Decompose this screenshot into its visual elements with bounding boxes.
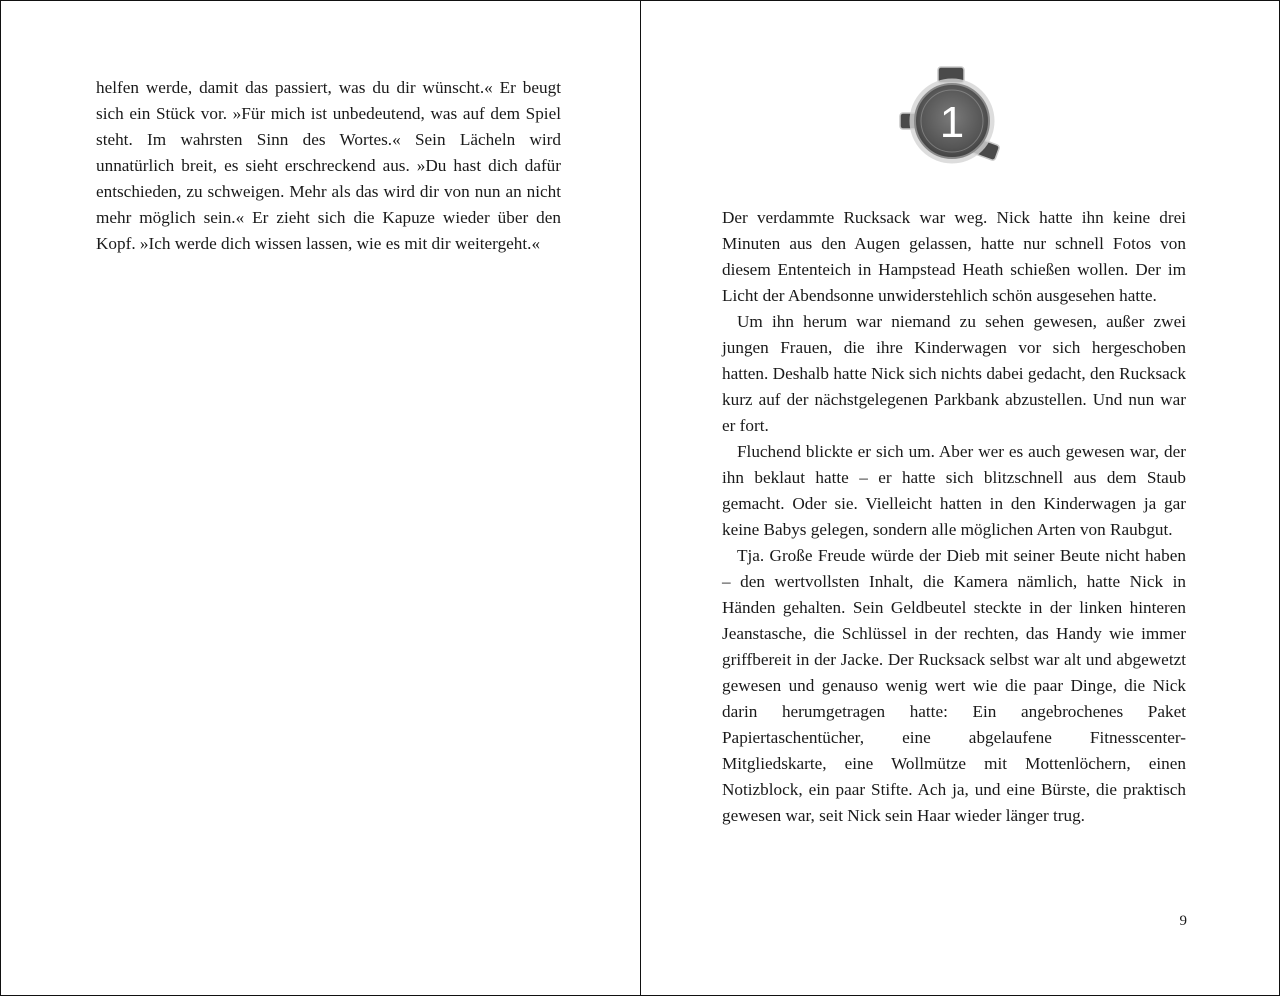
chapter-number: 1	[939, 98, 965, 147]
left-page-text	[96, 75, 561, 257]
right-page-text	[722, 205, 1186, 829]
left-paragraph: helfen werde, damit das passiert, was du dir wünscht.« Er beugt sich ein Stück vor. »Für mich ist unbedeutend, was auf dem Spiel steht. Im wahrsten Sinn des Wortes.« Sein Lächeln wird unnatürlich breit, es sieht erschreckend aus. »Du hast dich dafür entschieden, zu schweigen. Mehr als das wird dir von nun an nicht mehr möglich sein.« Er zieht sich die Kapuze wieder über den Kopf. »Ich werde dich wissen lassen, wie es mit dir weitergeht.«	[96, 78, 561, 253]
magnifying-glass-emblem-icon	[896, 61, 1008, 173]
right-page	[641, 1, 1279, 995]
right-paragraph: Fluchend blickte er sich um. Aber wer es auch gewesen war, der ihn beklaut hatte – er hatte sich blitzschnell aus dem Staub gemacht. Oder sie. Vielleicht hatten in den Kinderwagen ja gar keine Babys gelegen, sondern alle möglichen Arten von Raubgut.	[722, 442, 1186, 539]
left-page	[1, 1, 640, 995]
right-paragraph: Der verdammte Rucksack war weg. Nick hatte ihn keine drei Minuten aus den Augen gelassen, hatte nur schnell Fotos von diesem Ententeich in Hampstead Heath schießen wollen. Der im Licht der Abendsonne unwiderstehlich schön ausgesehen hatte.	[722, 208, 1186, 305]
page-number: 9	[1179, 913, 1187, 929]
right-paragraph: Um ihn herum war niemand zu sehen gewesen, außer zwei jungen Frauen, die ihre Kinderwagen vor sich hergeschoben hatten. Deshalb hatte Nick sich nichts dabei gedacht, den Rucksack kurz auf der nächstgelegenen Parkbank abzustellen. Und nun war er fort.	[722, 312, 1186, 435]
right-paragraph: Tja. Große Freude würde der Dieb mit seiner Beute nicht haben – den wertvollsten Inhalt, die Kamera nämlich, hatte Nick in Händen gehalten. Sein Geldbeutel steckte in der linken hinteren Jeanstasche, die Schlüssel in der rechten, das Handy wie immer griffbereit in der Jacke. Der Rucksack selbst war alt und abgewetzt gewesen und genauso wenig wert wie die paar Dinge, die Nick darin herumgetragen hatte: Ein angebrochenes Paket Papiertaschentücher, eine abgelaufene Fitnesscenter-Mitgliedskarte, eine Wollmütze mit Mottenlöchern, einen Notizblock, ein paar Stifte. Ach ja, und eine Bürste, die praktisch gewesen war, seit Nick sein Haar wieder länger trug.	[722, 546, 1186, 825]
